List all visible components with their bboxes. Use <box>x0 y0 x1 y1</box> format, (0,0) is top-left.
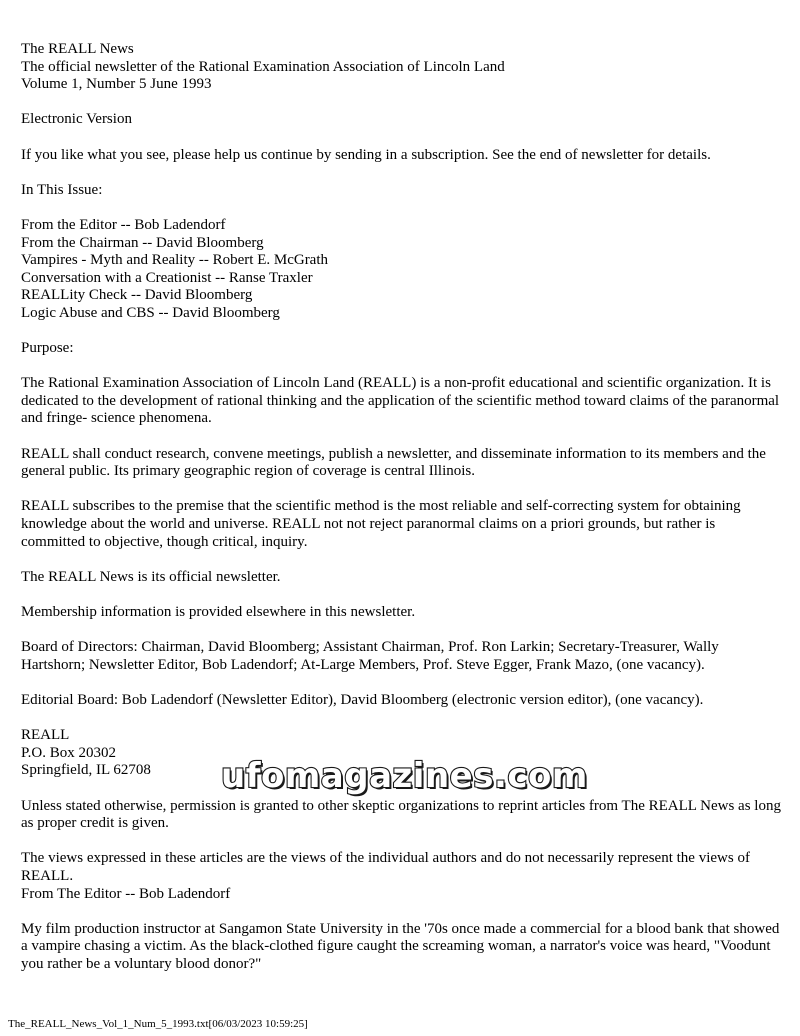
document-body <box>21 41 783 991</box>
masthead <box>21 41 783 94</box>
purpose-paragraph: Membership information is provided elsewhere in this newsletter. <box>21 604 416 620</box>
issue-line: Volume 1, Number 5 June 1993 <box>21 76 212 93</box>
in-this-issue-heading: In This Issue: <box>21 181 103 198</box>
purpose-heading: Purpose: <box>21 340 74 357</box>
purpose-paragraph: The REALL News is its official newsletter. <box>21 568 281 585</box>
toc-item: Conversation with a Creationist -- Ranse Traxler <box>21 269 313 286</box>
purpose-paragraph: REALL shall conduct research, convene meetings, publish a newsletter, and disseminate information to its members and the general public. Its primary geographic region of coverage is central Illinois. <box>21 445 766 480</box>
board-of-directors: Board of Directors: Chairman, David Bloomberg; Assistant Chairman, Prof. Ron Larkin; Secretary-Treasurer, Wally Hartshorn; Newsletter Editor, Bob Ladendorf; At-Large Members, Prof. Steve Egger, Frank Mazo, (one vacancy). <box>21 639 719 673</box>
address-name: REALL <box>21 727 70 744</box>
toc-item: From the Editor -- Bob Ladendorf <box>21 216 226 233</box>
reprint-note: Unless stated otherwise, permission is granted to other skeptic organizations to reprint articles from The REALL News as long as proper credit is given. <box>21 797 781 832</box>
editorial-board: Editorial Board: Bob Ladendorf (Newsletter Editor), David Bloomberg (electronic version editor), (one vacancy). <box>21 691 704 708</box>
page-footer: The_REALL_News_Vol_1_Num_5_1993.txt[06/03/2023 10:59:25] <box>8 1018 308 1030</box>
toc-item: From the Chairman -- David Bloomberg <box>21 234 264 251</box>
newsletter-subtitle: The official newsletter of the Rational Examination Association of Lincoln Land <box>21 58 505 75</box>
editor-section-heading: From The Editor -- Bob Ladendorf <box>21 885 231 902</box>
subscribe-note: If you like what you see, please help us continue by sending in a subscription. See the end of newsletter for details. <box>21 146 711 163</box>
edition-label: Electronic Version <box>21 111 132 128</box>
mailing-address <box>21 727 783 780</box>
purpose-paragraph: The Rational Examination Association of Lincoln Land (REALL) is a non-profit educational and scientific organization. It is dedicated to the development of rational thinking and the application of the scientific method toward claims of the paranormal and fringe- science phenomena. <box>21 375 780 427</box>
address-box: P.O. Box 20302 <box>21 744 117 761</box>
table-of-contents <box>21 217 783 323</box>
purpose-paragraph: REALL subscribes to the premise that the scientific method is the most reliable and self-correcting system for obtaining knowledge about the world and universe. REALL not not reject paranormal claims on a priori grounds, but rather is committed to objective, though critical, inquiry. <box>21 498 741 550</box>
watermark-logo: ufomagazines.com <box>221 756 588 796</box>
newsletter-title: The REALL News <box>21 41 134 57</box>
editor-paragraph: My film production instructor at Sangamon State University in the '70s once made a commercial for a blood bank that showed a vampire chasing a victim. As the black-clothed figure caught the screaming woman, a narrator's voice was heard, "Voodunt you rather be a voluntary blood donor?" <box>21 920 780 972</box>
toc-item: Logic Abuse and CBS -- David Bloomberg <box>21 304 280 321</box>
toc-item: REALLity Check -- David Bloomberg <box>21 287 253 304</box>
views-note: The views expressed in these articles are the views of the individual authors and do not necessarily represent the views of REALL. <box>21 850 750 884</box>
address-city: Springfield, IL 62708 <box>21 762 151 779</box>
toc-item: Vampires - Myth and Reality -- Robert E. McGrath <box>21 252 329 269</box>
